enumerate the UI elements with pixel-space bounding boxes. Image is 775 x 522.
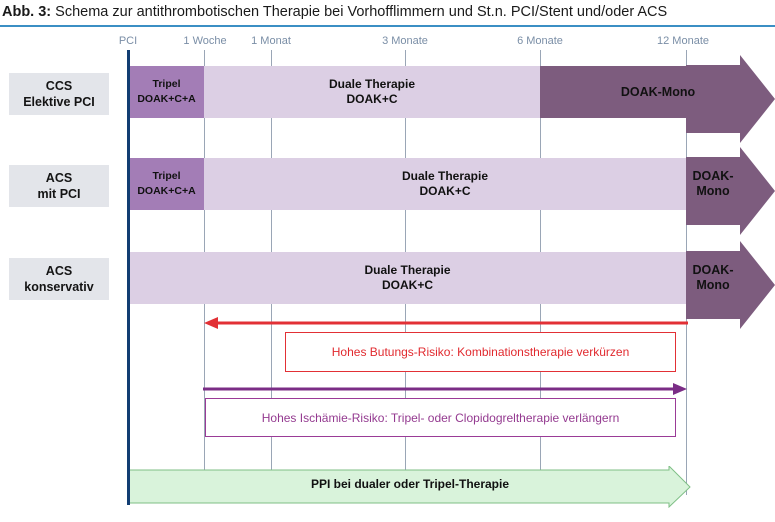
caption-rule <box>0 25 775 27</box>
segment-label: Tripel <box>152 78 181 90</box>
segment-label: DOAK-Mono <box>620 84 696 99</box>
segment-label: Mono <box>696 278 730 292</box>
segment-tripel <box>129 158 204 210</box>
segment-label: Duale Therapie <box>328 77 416 91</box>
tick-1-woche: 1 Woche <box>183 35 227 47</box>
bleeding-arrow <box>200 315 690 331</box>
segment-label: Tripel <box>152 170 181 182</box>
tick-12-monate: 12 Monate <box>657 35 709 47</box>
row-label-line: konservativ <box>24 280 94 294</box>
arrowhead-row1 <box>686 55 775 143</box>
row-label-line: ACS <box>45 171 73 185</box>
segment-duale <box>204 66 540 118</box>
segment-duale <box>129 252 686 304</box>
segment-label: DOAK- <box>692 263 734 277</box>
tick-6-monate: 6 Monate <box>517 35 563 47</box>
segment-label: DOAK+C <box>346 92 398 106</box>
segment-label: Mono <box>696 184 730 198</box>
row-label-line: mit PCI <box>37 187 81 201</box>
tick-pci: PCI <box>118 35 138 47</box>
segment-mono <box>686 252 740 304</box>
caption-text: Schema zur antithrombotischen Therapie bei Vorhofflimmern und St.n. PCI/Stent und/oder ACS <box>55 4 668 20</box>
segment-label: DOAK+C <box>419 184 471 198</box>
segment-label: DOAK- <box>692 169 734 183</box>
caption-label: Abb. 3: <box>2 4 52 20</box>
segment-tripel <box>129 66 204 118</box>
segment-label: DOAK+C+A <box>137 185 196 197</box>
ischemia-risk-note: Hohes Ischämie-Risiko: Tripel- oder Clopidogreltherapie verlängern <box>205 398 676 437</box>
ischemia-arrow <box>203 381 690 397</box>
segment-label: DOAK+C <box>381 278 433 292</box>
row-label-line: CCS <box>45 79 73 93</box>
segment-label: Duale Therapie <box>364 263 451 277</box>
row-label-line: ACS <box>45 264 73 278</box>
row-label-ccs <box>9 73 109 115</box>
row-label-line: Elektive PCI <box>23 95 95 109</box>
pci-axis-line <box>127 50 130 505</box>
segment-mono <box>686 158 740 210</box>
segment-mono <box>540 66 696 118</box>
figure-caption <box>2 4 667 20</box>
row-label-acs-pci <box>9 165 109 207</box>
row-label-acs-konservativ <box>9 258 109 300</box>
bleeding-risk-note: Hohes Butungs-Risiko: Kombinationstherapie verkürzen <box>285 332 676 372</box>
segment-duale <box>204 158 686 210</box>
tick-1-monat: 1 Monat <box>251 35 291 47</box>
segment-label: DOAK+C+A <box>137 93 196 105</box>
segment-label: Duale Therapie <box>401 169 489 183</box>
ppi-label: PPI bei dualer oder Tripel-Therapie <box>310 477 510 491</box>
tick-3-monate: 3 Monate <box>382 35 428 47</box>
